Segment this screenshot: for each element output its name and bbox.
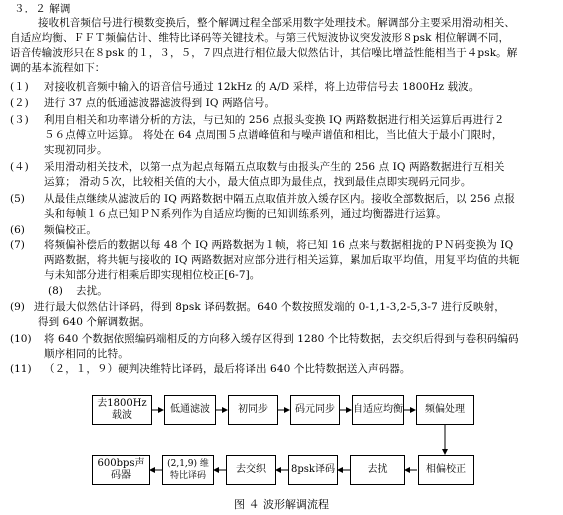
intro-line-4: 调的基本流程如下： [10,62,106,74]
flow-box-deinterleave: 去交织 [226,455,276,485]
step-10-number: (10) [10,333,32,345]
flow-box-8psk-decode: 8psk译码 [288,455,338,485]
step-5-number: (5) [10,193,25,205]
step-4-number: (４) [10,161,29,173]
section-heading: ３．２ 解调 [14,3,71,15]
intro-line-2: 自适应均衡、ＦＦＴ频偏估计、维特比译码等关键技术。与第三代短波协议突发波形８psk 相位解调不同， [10,32,510,44]
flow-box-viterbi-decode: (2,1,9) 维特比译码 [162,455,214,485]
step-6-number: (6) [10,224,25,236]
intro-line-3: 语音传输波形只在８psk 的１，３，５，７四点进行相位最大似然估计，其信噪比增益性能相当于４psk。解 [10,47,518,59]
step-11-text: （２，１，９）硬判决维特比译码，最后将译出 640 个比特数据送入声码器。 [44,363,411,375]
step-8-number: (8) [48,285,63,297]
flow-box-lowpass-filter: 低通滤波 [164,395,216,425]
step-3-line-3: 实现初同步。 [44,144,108,156]
step-10-line-2: 顺序相同的比特。 [44,348,129,360]
step-5-line-1: 从最佳点继续从滤波后的 IQ 两路数据中隔五点取值并放入缓存区内。接收全部数据后，以 256 点报 [44,193,516,205]
flow-box-symbol-sync: 码元同步 [290,395,340,425]
step-9-number: (9) [10,301,25,313]
intro-line-1: 接收机音频信号进行模数变换后，整个解调过程全部采用数字处理技术。解调部分主要采用滑动相关、 [38,17,515,29]
step-9-line-2: 得到 640 个解调数据。 [38,316,151,328]
flow-box-vocoder: 600bps声码器 [92,455,150,485]
step-6-text: 频偏校正。 [44,224,97,236]
step-10-line-1: 将 640 个数据依照编码端相反的方向移入缓存区得到 1280 个比特数据，去交织后得到与卷积码编码 [44,333,519,345]
step-7-number: (7) [10,239,25,251]
step-4-line-2: 运算； 滑动５次，比较相关值的大小，最大值点即为最佳点，找到最佳点即实现码元同步。 [44,176,472,188]
flow-box-phase-correction: 相偏校正 [418,455,474,485]
step-3-line-2: ５６点傅立叶运算。 将处在 64 点周围５点谱峰值和与噪声谱值和相比，当比值大于最小门限时， [44,129,503,141]
step-7-line-2: 两路数据，将共轭与接收的 IQ 两路数据对应部分进行相关运算，累加后取平均值，用复平均值的共轭 [44,254,520,266]
step-7-line-1: 将频偏补偿后的数据以每 48 个 IQ 两路数据为１帧，将已知 16 点来与数据相拢的ＰＮ码变换为 IQ [44,239,514,251]
step-3-line-1: 利用自相关和功率谱分析的方法，与已知的 256 点报头变换 IQ 两路数据进行相关运算后再进行２ [44,114,505,126]
flow-box-descramble: 去扰 [350,455,405,485]
figure-caption: 图 ４ 波形解调流程 [234,498,329,511]
step-2-number: (２) [10,97,29,109]
step-11-number: (11) [10,363,32,375]
flow-box-remove-carrier: 去1800Hz载波 [92,395,152,425]
flow-box-adaptive-equalizer: 自适应均衡 [352,395,404,425]
flow-box-initial-sync: 初同步 [228,395,278,425]
step-1-number: (１) [10,81,29,93]
step-1-text: 对接收机音频中输入的语音信号通过 12kHz 的 A/D 采样，将上边带信号去 1800Hz 载波。 [44,81,480,93]
step-4-line-1: 采用滑动相关技术，以第一点为起点每隔五点取数与由报头产生的 256 点 IQ 两路数据进行互相关 [44,161,505,173]
step-7-line-3: 与未知部分进行相乘后即实现相位校正[6-7]。 [44,269,261,281]
step-3-number: (３) [10,114,29,126]
step-8-text: 去扰。 [76,285,108,297]
flow-box-freq-offset: 频偏处理 [416,395,474,425]
step-5-line-2: 头和每帧１６点已知ＰＮ系列作为自适应均衡的已知训练系列，通过均衡器进行运算。 [44,208,447,220]
step-9-line-1: 进行最大似然估计译码，得到 8psk 译码数据。640 个数按照发端的 0-1,1-3,2-5,3-7 进行反映射， [34,301,505,313]
step-2-text: 进行 37 点的低通滤波器滤波得到 IQ 两路信号。 [44,97,276,109]
